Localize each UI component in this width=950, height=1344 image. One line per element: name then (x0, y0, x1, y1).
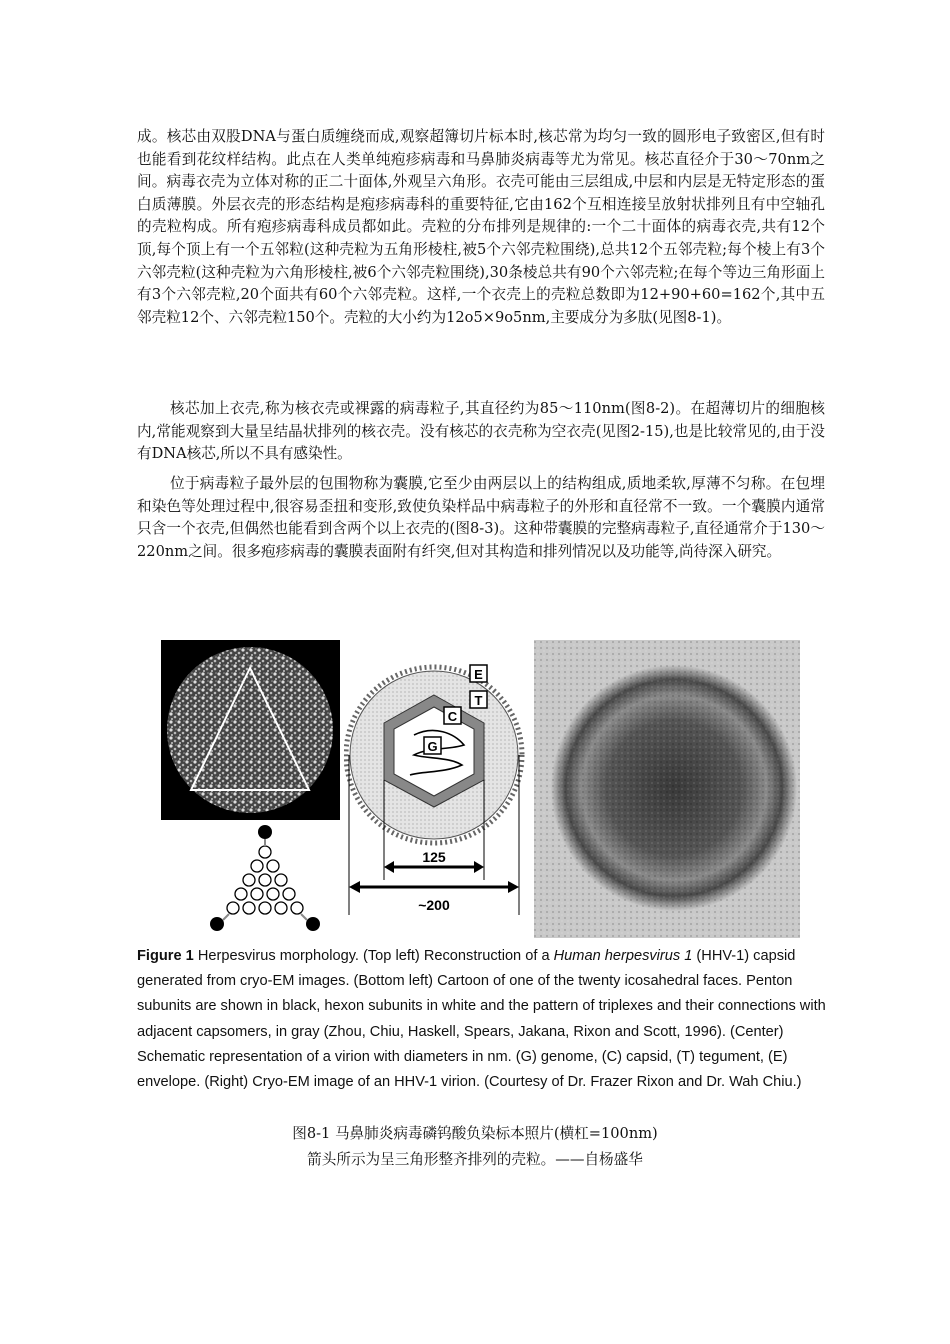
chinese-caption-line-1: 图8-1 马鼻肺炎病毒磷钨酸负染标本照片(横杠=100nm) (292, 1125, 658, 1142)
label-genome: G (427, 739, 438, 754)
capsid-reconstruction-image (161, 640, 340, 820)
chinese-caption-line-2: 箭头所示为呈三角形整齐排列的壳粒。——自杨盛华 (307, 1151, 643, 1168)
label-capsid: C (447, 709, 458, 724)
caption-text-2: (HHV-1) capsid generated from cryo-EM images. (Bottom left) Cartoon of one of the twenty icosahedral faces. Penton subunits are shown in black, hexon subunits in white and the pattern of triplexes and their connections with adjacent capsomers, in gray (Zhou, Chiu, Haskell, Spears, Jakana, Rixon and Scott, 1996). (Center) Schematic representation of a virion with diameters in nm. (G) genome, (C) capsid, (T) tegument, (E) envelope. (Right) Cryo-EM image of an HHV-1 virion. (Courtesy of Dr. Frazer Rixon and Dr. Wah Chiu.) (137, 948, 826, 1091)
icosahedral-face-cartoon (205, 820, 325, 938)
body-paragraph-1: 成。核芯由双股DNA与蛋白质缠绕而成,观察超簿切片标本时,核芯常为均匀一致的圆形电子致密区,但有时也能看到花纹样结构。此点在人类单纯疱疹病毒和马鼻肺炎病毒等尤为常见。核芯直径介于30～70nm之间。病毒衣壳为立体对称的正二十面体,外观呈六角形。衣壳可能由三层组成,中层和内层是无特定形态的蛋白质薄膜。外层衣壳的形态结构是疱疹病毒科的重要特征,它由162个互相连接呈放射状排列且有中空轴孔的壳粒构成。所有疱疹病毒科成员都如此。壳粒的分布排列是规律的:一个二十面体的病毒衣壳,共有12个顶,每个顶上有一个五邻粒(这种壳粒为五角形棱柱,被5个六邻壳粒围绕),总共12个五邻壳粒;每个棱上有3个六邻壳粒(这种壳粒为六角形棱柱,被6个六邻壳粒围绕),30条棱总共有90个六邻壳粒;在每个等边三角形面上有3个六邻壳粒,20个面共有60个六邻壳粒。这样,一个衣壳上的壳粒总数即为12+90+60=162个,其中五邻壳粒12个、六邻壳粒150个。壳粒的大小约为12o5×9o5nm,主要成分为多肽(见图8-1)。 (137, 128, 825, 326)
dimension-inner: 125 (422, 849, 446, 865)
figure-caption (137, 944, 827, 1095)
body-paragraph-3: 位于病毒粒子最外层的包围物称为囊膜,它至少由两层以上的结构组成,质地柔软,厚薄不匀称。在包埋和染色等处理过程中,很容易歪扭和变形,致使负染样品中病毒粒子的外形和直径常不一致。一个囊膜内通常只含一个衣壳,但偶然也能看到含两个以上衣壳的(图8-3)。这种带囊膜的完整病毒粒子,直径通常介于130～220nm之间。很多疱疹病毒的囊膜表面附有纤突,但对其构造和排列情况以及功能等,尚待深入研究。 (137, 475, 825, 560)
cryo-em-virion-image (534, 640, 800, 938)
virion-schematic (344, 655, 530, 917)
caption-species: Human herpesvirus 1 (553, 948, 693, 964)
label-tegument: T (474, 693, 483, 708)
label-envelope: E (474, 667, 483, 682)
figure-label: Figure 1 (137, 948, 194, 964)
body-paragraph-2: 核芯加上衣壳,称为核衣壳或裸露的病毒粒子,其直径约为85～110nm(图8-2)。在超薄切片的细胞核内,常能观察到大量呈结晶状排列的核衣壳。没有核芯的衣壳称为空衣壳(见图2-15),也是比较常见的,由于没有DNA核芯,所以不具有感染性。 (137, 400, 825, 463)
caption-text-1: Herpesvirus morphology. (Top left) Reconstruction of a (193, 948, 554, 964)
dimension-outer: ~200 (418, 897, 450, 913)
